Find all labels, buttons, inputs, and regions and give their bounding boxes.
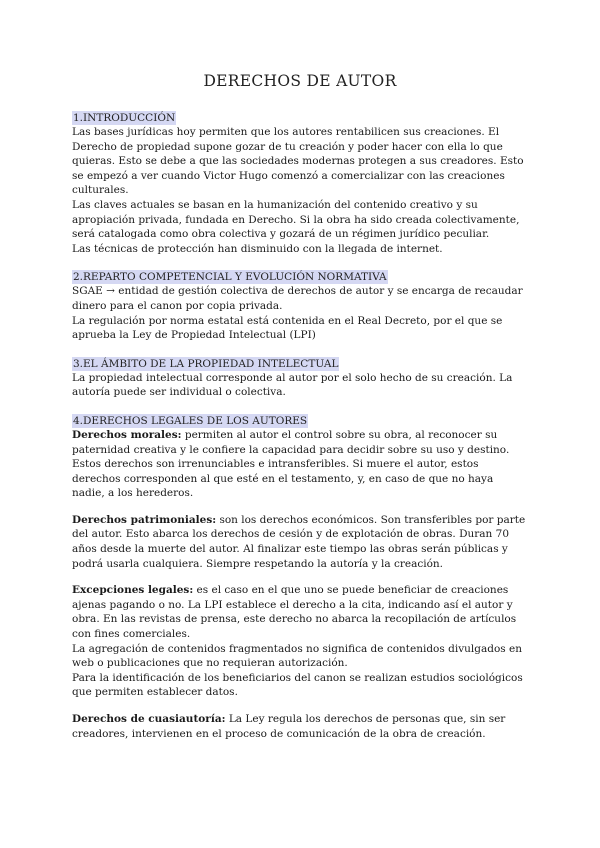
paragraph-text: son los derechos económicos. Son transferibles por parte del autor. Esto abarca los derechos de cesión y de explotación de obras. Duran 70 años desde la muerte del autor. Al finalizar este tiempo las obras serán públicas y podrá usarla cualquiera. Siempre respetando la autoría y la creación. (72, 513, 526, 570)
document-title: DERECHOS DE AUTOR (203, 72, 397, 90)
paragraph: La propiedad intelectual corresponde al autor por el solo hecho de su creación. La autoría puede ser individual o colectiva. (72, 371, 513, 399)
section-heading: 3.EL ÁMBITO DE LA PROPIEDAD INTELECTUAL (73, 357, 339, 370)
paragraph: Las técnicas de protección han disminuido con la llegada de internet. (72, 242, 443, 255)
section-introduccion (72, 106, 528, 256)
paragraph: Las bases jurídicas hoy permiten que los autores rentabilicen sus creaciones. El Derecho de propiedad supone gozar de tu creación y poder hacer con ella lo que quieras. Esto se debe a que las sociedades modernas protegen a sus creadores. Esto se empezó a ver cuando Victor Hugo comenzó a comercializar con las creaciones culturales. (72, 126, 524, 197)
paragraph-derechos-patrimoniales (72, 513, 528, 571)
section-reparto-competencial (72, 265, 528, 342)
paragraph: Las claves actuales se basan en la humanización del contenido creativo y su apropiación privada, fundada en Derecho. Si la obra ha sido creada colectivamente, será catalogada como obra colectiva y gozará de un régimen jurídico peculiar. (72, 198, 520, 241)
paragraph: Para la identificación de los beneficiarios del canon se realizan estudios sociológicos que permiten establecer datos. (72, 671, 523, 699)
section-heading: 4.DERECHOS LEGALES DE LOS AUTORES (73, 414, 308, 427)
paragraph: La regulación por norma estatal está contenida en el Real Decreto, por el que se aprueba la Ley de Propiedad Intelectual (LPI) (72, 314, 503, 342)
section-heading: 1.INTRODUCCIÓN (73, 112, 176, 124)
section-derechos-legales (72, 409, 528, 741)
term-cuasiautoria: Derechos de cuasiautoría: (72, 713, 226, 725)
document-body (72, 106, 528, 750)
paragraph-derechos-morales (72, 428, 528, 501)
paragraph-text: La Ley regula los derechos de personas que, sin ser creadores, intervienen en el proceso de comunicación de la obra de creación. (72, 713, 506, 740)
paragraph-text: es el caso en el que uno se puede beneficiar de creaciones ajenas pagando o no. La LPI establece el derecho a la cita, indicando así el autor y obra. En las revistas de prensa, este derecho no abarca la recopilación de artículos con fines comerciales. (72, 584, 517, 641)
paragraph-excepciones-legales (72, 583, 528, 641)
paragraph-cuasiautoria (72, 712, 528, 741)
term-derechos-patrimoniales: Derechos patrimoniales: (72, 513, 217, 526)
paragraph: La agregación de contenidos fragmentados no significa de contenidos divulgados en web o publicaciones que no requieran autorización. (72, 642, 522, 670)
paragraph-text: permiten al autor el control sobre su obra, al reconocer su paternidad creativa y le confiere la capacidad para decidir sobre su uso y destino. Estos derechos son irrenunciables e intransferibles. Si muere el autor, estos derechos corresponden al que esté en el testamento, y, en caso de que no haya nadie, a los herederos. (72, 428, 510, 500)
paragraph: SGAE → entidad de gestión colectiva de derechos de autor y se encarga de recaudar dinero para el canon por copia privada. (72, 285, 523, 312)
term-derechos-morales: Derechos morales: (72, 428, 182, 441)
section-ambito (72, 352, 528, 400)
term-excepciones-legales: Excepciones legales: (72, 584, 194, 597)
section-heading: 2.REPARTO COMPETENCIAL Y EVOLUCIÓN NORMATIVA (73, 271, 387, 284)
